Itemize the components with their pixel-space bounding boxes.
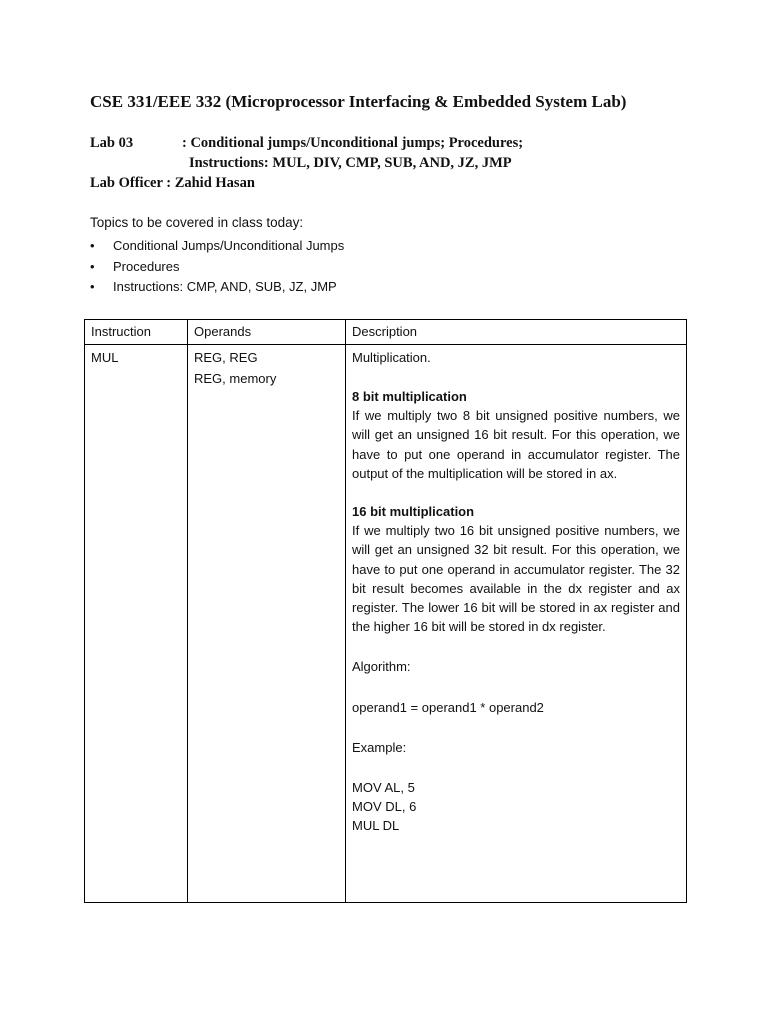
topics-intro: Topics to be covered in class today: [90, 215, 304, 230]
list-item [90, 257, 344, 278]
bullet-icon: • [90, 238, 95, 253]
topics-list [90, 236, 344, 298]
topic-text: Procedures [113, 258, 180, 274]
lab-officer: Lab Officer : Zahid Hasan [90, 175, 255, 191]
algorithm-label: Algorithm: [352, 659, 411, 675]
bullet-icon: • [90, 279, 95, 294]
list-item [90, 277, 344, 298]
code-line: MOV AL, 5 [352, 780, 415, 796]
operand-line: REG, REG [194, 350, 258, 365]
lab-heading [90, 135, 523, 152]
instruction-table [84, 319, 687, 903]
example-label: Example: [352, 739, 407, 755]
section-text-8bit: If we multiply two 8 bit unsigned positive numbers, we will get an unsigned 16 bit result. For this operation, we have to put one operand in accumulator register. The output of the multiplication will be stored in ax. [352, 408, 680, 481]
algorithm-formula: operand1 = operand1 * operand2 [352, 699, 544, 715]
operand-line: REG, memory [194, 371, 277, 386]
section-text-16bit: If we multiply two 16 bit unsigned positive numbers, we will get an unsigned 32 bit result. For this operation, we have to put one operand in accumulator register. The 32 bit result becomes available in the dx register and ax register. The lower 16 bit will be stored in ax register and the higher 16 bit will be stored in dx register. [352, 523, 680, 635]
lab-topic-line1: : Conditional jumps/Unconditional jumps; Procedures; [182, 135, 524, 151]
code-line: MOV DL, 6 [352, 799, 417, 815]
topic-text: Conditional Jumps/Unconditional Jumps [113, 238, 345, 253]
table-row [85, 345, 687, 903]
lab-number: Lab 03 [90, 135, 134, 151]
section-title-8bit: 8 bit multiplication [352, 389, 467, 404]
bullet-icon: • [90, 258, 95, 274]
code-line: MUL DL [352, 818, 400, 834]
document-title: CSE 331/EEE 332 (Microprocessor Interfacing & Embedded System Lab) [90, 92, 627, 111]
instruction-cell: MUL [85, 345, 188, 903]
column-header-instruction: Instruction [85, 320, 188, 345]
description-intro: Multiplication. [352, 350, 431, 365]
list-item [90, 236, 344, 257]
topic-text: Instructions: CMP, AND, SUB, JZ, JMP [113, 279, 337, 294]
description-cell [346, 345, 687, 903]
section-title-16bit: 16 bit multiplication [352, 504, 475, 520]
lab-topic-line2: Instructions: MUL, DIV, CMP, SUB, AND, JZ, JMP [189, 155, 512, 171]
column-header-operands: Operands [188, 320, 346, 345]
operands-cell [188, 345, 346, 903]
table-header-row [85, 320, 687, 345]
column-header-description: Description [346, 320, 687, 345]
